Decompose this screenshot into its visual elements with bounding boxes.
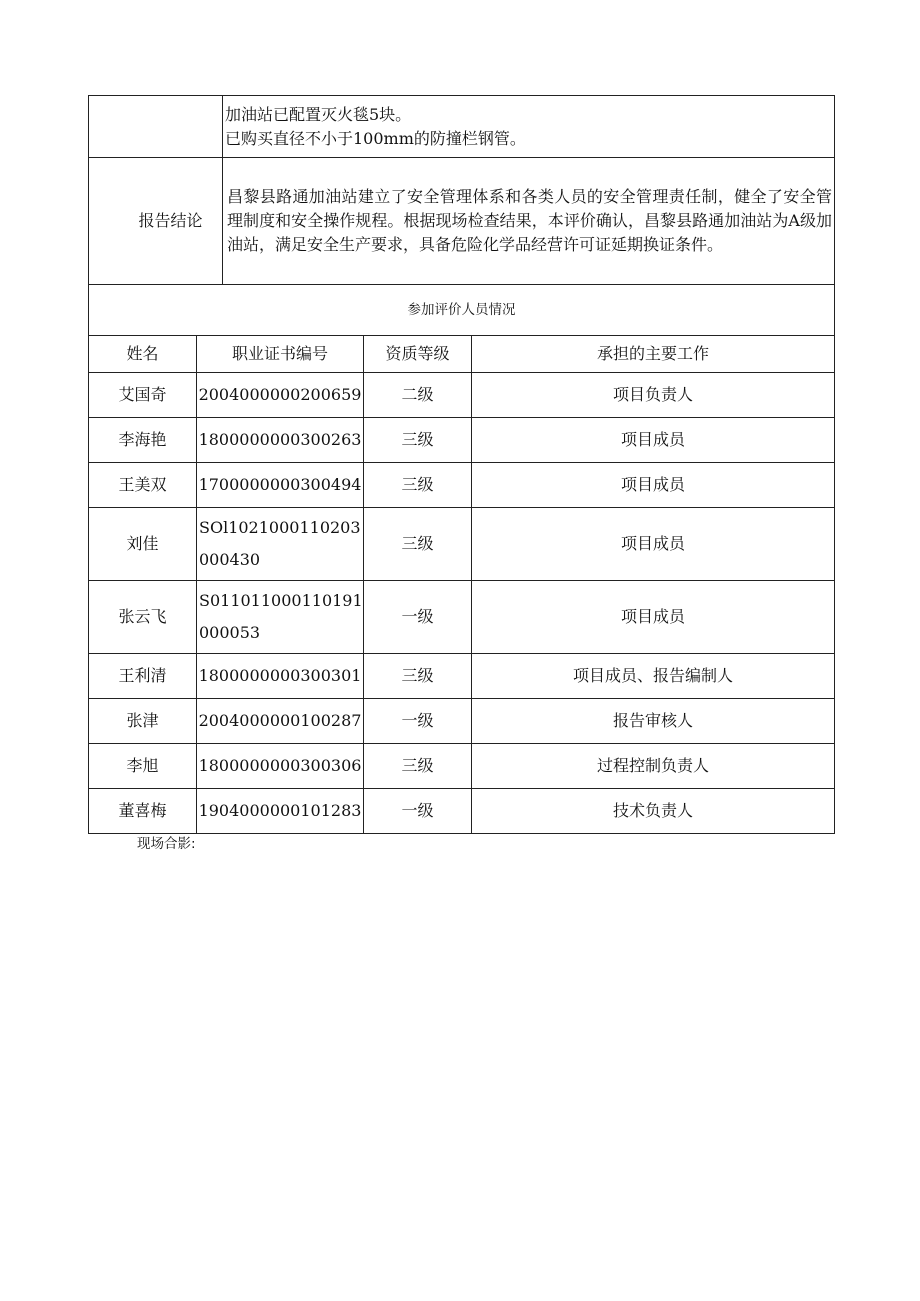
person-name: 董喜梅 [89, 789, 197, 834]
personnel-title: 参加评价人员情况 [89, 285, 835, 336]
header-name: 姓名 [89, 336, 197, 373]
table-row [89, 744, 835, 789]
table-row [89, 581, 835, 654]
cert-line-1: SOl1021000110203 [199, 518, 361, 537]
personnel-title-row [89, 285, 835, 336]
conclusion-cell [223, 158, 835, 285]
person-cert: 2004000000100287 [197, 699, 364, 744]
person-cert: 2004000000200659 [197, 373, 364, 418]
person-role: 项目成员、报告编制人 [472, 654, 835, 699]
header-role: 承担的主要工作 [472, 336, 835, 373]
person-level: 一级 [364, 789, 472, 834]
person-cert [197, 581, 364, 654]
person-name: 李海艳 [89, 418, 197, 463]
conclusion-row [89, 158, 835, 285]
person-name: 张津 [89, 699, 197, 744]
person-name: 张云飞 [89, 581, 197, 654]
conclusion-label: 报告结论 [89, 158, 223, 285]
person-name: 刘佳 [89, 508, 197, 581]
person-name: 王美双 [89, 463, 197, 508]
person-cert: 1700000000300494 [197, 463, 364, 508]
cert-line-1: S011011000110191 [199, 591, 363, 610]
conclusion-text: 昌黎县路通加油站建立了安全管理体系和各类人员的安全管理责任制，健全了安全管理制度和安全操作规程。根据现场检查结果，本评价确认，昌黎县路通加油站为A级加油站，满足安全生产要求，具备危险化学品经营许可证延期换证条件。 [227, 187, 832, 254]
person-cert [197, 508, 364, 581]
cert-line-2: 000053 [199, 623, 261, 642]
measures-cell [223, 96, 835, 158]
person-name: 王利清 [89, 654, 197, 699]
table-row [89, 789, 835, 834]
evaluation-table [88, 95, 835, 834]
person-level: 一级 [364, 699, 472, 744]
table-row [89, 418, 835, 463]
table-row [89, 463, 835, 508]
measures-row [89, 96, 835, 158]
cert-line-2: 000430 [199, 550, 261, 569]
person-level: 一级 [364, 581, 472, 654]
person-cert: 1800000000300263 [197, 418, 364, 463]
person-role: 报告审核人 [472, 699, 835, 744]
person-level: 三级 [364, 508, 472, 581]
table-row [89, 373, 835, 418]
person-cert: 1800000000300306 [197, 744, 364, 789]
person-name: 艾国奇 [89, 373, 197, 418]
person-cert: 1904000000101283 [197, 789, 364, 834]
person-cert: 1800000000300301 [197, 654, 364, 699]
person-level: 二级 [364, 373, 472, 418]
measure-line-1: 加油站已配置灭火毯5块。 [225, 104, 412, 124]
person-level: 三级 [364, 418, 472, 463]
table-row [89, 654, 835, 699]
header-cert: 职业证书编号 [197, 336, 364, 373]
person-role: 技术负责人 [472, 789, 835, 834]
person-role: 过程控制负责人 [472, 744, 835, 789]
person-level: 三级 [364, 744, 472, 789]
site-photo-label: 现场合影: [137, 836, 196, 852]
header-level: 资质等级 [364, 336, 472, 373]
person-level: 三级 [364, 654, 472, 699]
person-level: 三级 [364, 463, 472, 508]
person-role: 项目成员 [472, 418, 835, 463]
person-role: 项目成员 [472, 508, 835, 581]
person-role: 项目成员 [472, 463, 835, 508]
table-header-row [89, 336, 835, 373]
measure-line-2: 已购买直径不小于100mm的防撞栏钢管。 [225, 128, 526, 148]
table-row [89, 699, 835, 744]
person-role: 项目成员 [472, 581, 835, 654]
person-role: 项目负责人 [472, 373, 835, 418]
person-name: 李旭 [89, 744, 197, 789]
measures-label-cell [89, 96, 223, 158]
table-row [89, 508, 835, 581]
